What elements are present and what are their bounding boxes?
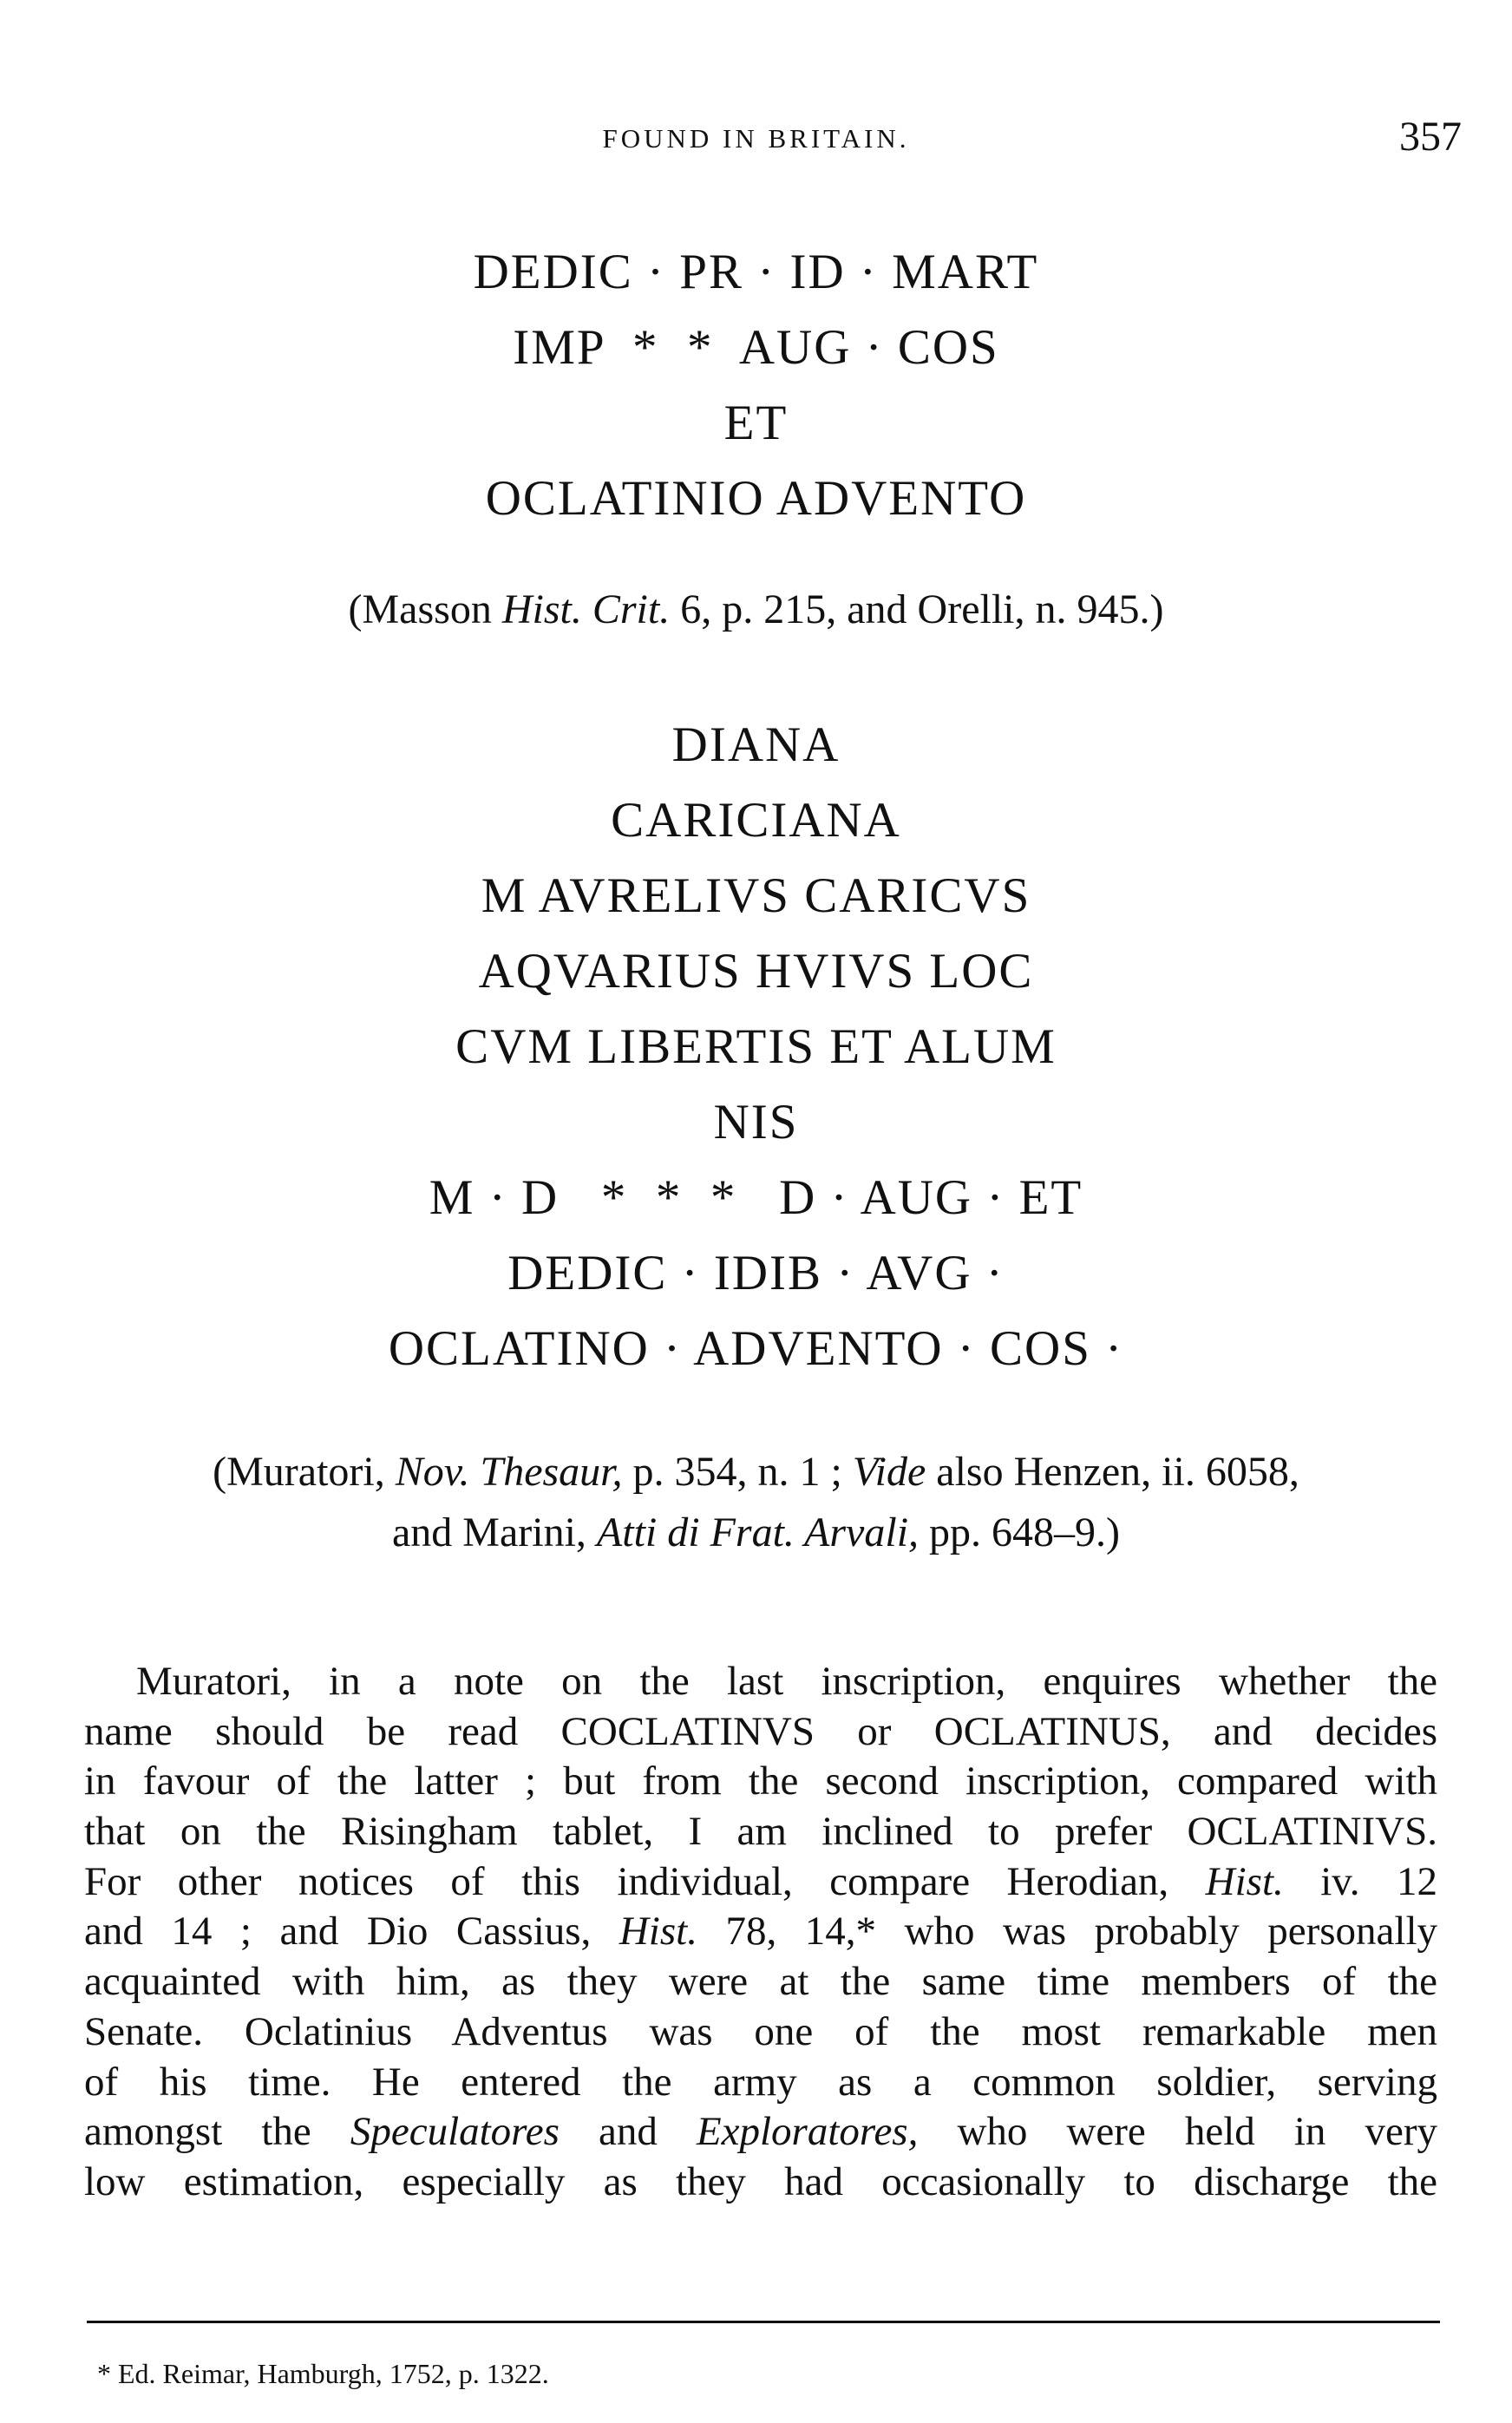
inscription-line: M · D * * * D · AUG · ET xyxy=(429,1170,1083,1225)
inscription-dedication xyxy=(0,234,1512,536)
citation-text: and Marini, xyxy=(391,1509,597,1555)
body-line: that on the Risingham tablet, I am inclined to prefer OCLATINIVS. xyxy=(84,1809,1437,1855)
body-text: who were held in very xyxy=(918,2109,1437,2155)
body-line: name should be read COCLATINVS or OCLATINUS, and decides xyxy=(84,1708,1437,1754)
work-title: Hist. xyxy=(1205,1858,1284,1904)
inscription-line: OCLATINO · ADVENTO · COS · xyxy=(388,1321,1124,1376)
citation-muratori xyxy=(0,1442,1512,1563)
inscription-line: NIS xyxy=(713,1095,799,1149)
inscription-line: ET xyxy=(723,396,789,450)
body-line: of his time. He entered the army as a common soldier, serving xyxy=(84,2059,1437,2105)
body-paragraph xyxy=(84,1657,1437,2208)
body-text: and xyxy=(559,2109,697,2155)
inscription-line: DIANA xyxy=(671,717,841,772)
body-text: and 14 ; and Dio Cassius, xyxy=(84,1909,619,1955)
page-number: 357 xyxy=(1399,114,1462,160)
running-head xyxy=(0,113,1512,165)
body-text: iv. 12 xyxy=(1283,1858,1437,1904)
citation-text: (Muratori, xyxy=(213,1449,396,1495)
body-text: amongst the xyxy=(84,2109,350,2155)
citation-vide: Vide xyxy=(852,1449,926,1495)
footnote-divider xyxy=(87,2321,1440,2323)
citation-line xyxy=(0,1503,1512,1563)
latin-term: Exploratores, xyxy=(696,2109,919,2155)
citation-text: (Masson xyxy=(348,586,502,632)
citation-work-title: Nov. Thesaur, xyxy=(395,1449,623,1495)
inscription-line: AQVARIUS HVIVS LOC xyxy=(478,944,1034,999)
body-line xyxy=(84,2107,1437,2158)
body-line: in favour of the latter ; but from the second inscription, compared with xyxy=(84,1758,1437,1804)
body-line: Senate. Oclatinius Adventus was one of the most remarkable men xyxy=(84,2008,1437,2054)
footnote: * Ed. Reimar, Hamburgh, 1752, p. 1322. xyxy=(97,2358,549,2389)
work-title: Hist. xyxy=(619,1909,697,1955)
body-text: For other notices of this individual, compare Herodian, xyxy=(84,1858,1206,1904)
citation-masson xyxy=(0,580,1512,640)
running-title: FOUND IN BRITAIN. xyxy=(602,123,910,154)
body-line: acquainted with him, as they were at the same time members of the xyxy=(84,1959,1437,2005)
citation-text: pp. 648–9.) xyxy=(919,1509,1121,1555)
inscription-diana xyxy=(0,707,1512,1386)
inscription-line: DEDIC · IDIB · AVG · xyxy=(507,1246,1005,1300)
inscription-line: CVM LIBERTIS ET ALUM xyxy=(455,1019,1057,1074)
citation-work-title: Hist. Crit. xyxy=(501,586,671,632)
latin-term: Speculatores xyxy=(350,2109,560,2155)
body-line xyxy=(84,1857,1437,1908)
body-text: 78, 14,* who was probably personally xyxy=(697,1909,1438,1955)
inscription-line: M AVRELIVS CARICVS xyxy=(481,868,1031,923)
citation-text: also Henzen, ii. 6058, xyxy=(926,1449,1299,1495)
body-line xyxy=(84,1907,1437,1957)
citation-line xyxy=(0,1442,1512,1503)
citation-text: p. 354, n. 1 ; xyxy=(622,1449,853,1495)
inscription-line: IMP * * AUG · COS xyxy=(513,320,999,375)
inscription-line: CARICIANA xyxy=(611,793,901,848)
citation-work-title: Atti di Frat. Arvali, xyxy=(596,1509,920,1555)
body-line: low estimation, especially as they had occasionally to discharge the xyxy=(84,2158,1437,2204)
inscription-line: DEDIC · PR · ID · MART xyxy=(473,245,1039,299)
body-line: Muratori, in a note on the last inscription, enquires whether the xyxy=(136,1659,1437,1704)
inscription-line: OCLATINIO ADVENTO xyxy=(485,471,1027,526)
citation-text: 6, p. 215, and Orelli, n. 945.) xyxy=(670,586,1164,632)
